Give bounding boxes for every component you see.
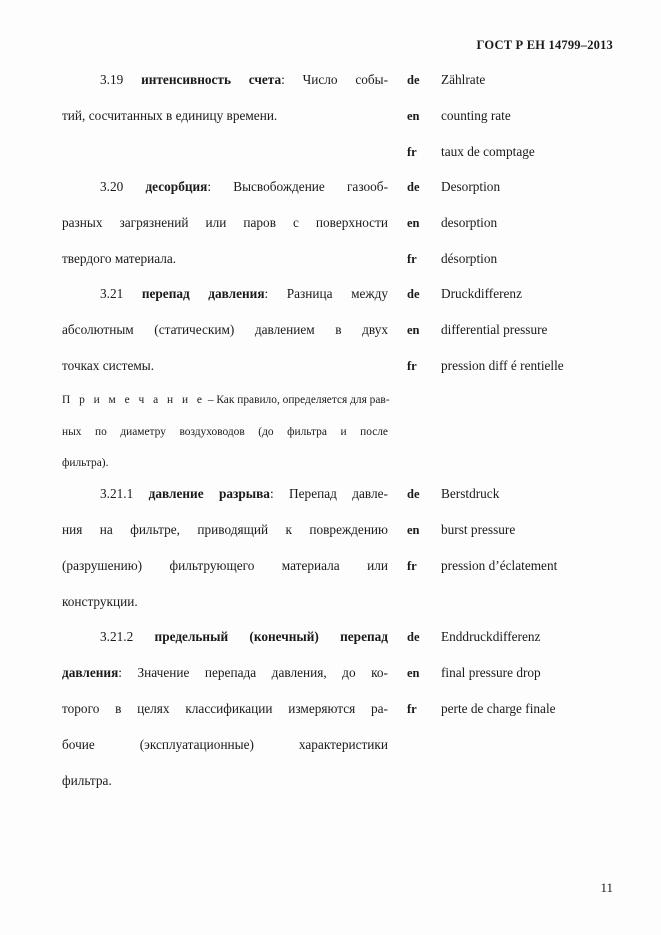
term-translation: perte de charge finale [441,701,556,716]
translation-de [407,286,564,322]
term-translation: desorption [441,215,498,230]
translations [407,486,557,594]
translation-fr [407,701,556,737]
translation-de [407,486,557,522]
lang-code: de [407,180,420,194]
translation-en [407,522,557,558]
translation-de [407,629,556,665]
definition-line [62,629,388,665]
translation-en [407,215,500,251]
translation-fr [407,358,564,394]
lang-code: fr [407,145,417,159]
term-ru: давление разрыва [148,486,270,501]
note [62,392,388,487]
term-ru: десорбция [145,179,208,194]
term-translation: pression diff é rentielle [441,358,564,373]
note-label: П р и м е ч а н и е [62,394,205,406]
definition-line: фильтра. [62,773,112,788]
translations [407,286,564,394]
definition-line: твердого материала. [62,251,177,266]
definition [62,286,388,394]
term-translation: taux de comptage [441,144,535,159]
definition-line: торого в целях классификации измеряются ра- [62,701,388,716]
clause-number: 3.21.2 [100,629,134,644]
lang-code: en [407,323,420,337]
definition-text: : Число собы- [281,72,389,87]
page-number: 11 [600,880,613,895]
translations [407,629,556,737]
lang-code: en [407,109,420,123]
definition-text: : Перепад давле- [269,486,388,501]
term-translation: differential pressure [441,322,548,337]
term-ru: предельный (конечный) перепад [154,629,389,644]
definition-line: бочие (эксплуатационные) характеристики [62,737,388,752]
note-line: фильтра). [62,457,109,469]
definition-line [62,286,388,322]
translation-de [407,72,535,108]
translation-en [407,665,556,701]
lang-code: de [407,630,420,644]
translations [407,179,500,287]
term-ru: интенсивность счета [141,72,282,87]
term-translation: Berstdruck [441,486,500,501]
definition-line: конструкции. [62,594,138,609]
definition-line [62,179,388,215]
clause-number: 3.21 [100,286,124,301]
lang-code: en [407,666,420,680]
definition-line: тий, сосчитанных в единицу времени. [62,108,278,123]
translation-fr [407,251,500,287]
term-translation: pression d’éclatement [441,558,558,573]
lang-code: de [407,287,420,301]
term-translation: Zählrate [441,72,486,87]
lang-code: de [407,73,420,87]
clause-number: 3.20 [100,179,124,194]
clause-number: 3.21.1 [100,486,134,501]
term-ru-continued: давления [62,665,119,680]
term-ru: перепад давления [141,286,265,301]
definition-line: абсолютным (статическим) давлением в двух [62,322,388,337]
translations [407,72,535,180]
translation-en [407,108,535,144]
term-translation: final pressure drop [441,665,541,680]
definition-text: : Значение перепада давления, до ко- [118,665,388,680]
clause-number: 3.19 [100,72,124,87]
translation-fr [407,558,557,594]
definition-line [62,486,388,522]
definition-line: разных загрязнений или паров с поверхности [62,215,388,230]
term-translation: burst pressure [441,522,516,537]
note-text: – Как правило, определяется для рав- [207,394,390,406]
lang-code: fr [407,702,417,716]
definition-line: точках системы. [62,358,155,373]
note-line: ных по диаметру воздуховодов (до фильтра и после [62,425,388,438]
translation-fr [407,144,535,180]
term-translation: Desorption [441,179,501,194]
definition-text: : Высвобождение газооб- [207,179,388,194]
lang-code: en [407,216,420,230]
definition [62,72,388,144]
term-translation: Druckdifferenz [441,286,522,301]
definition [62,486,388,630]
definition-line: (разрушению) фильтрующего материала или [62,558,388,573]
term-translation: Enddruckdifferenz [441,629,541,644]
definition-line [62,665,388,701]
definition-line [62,72,388,108]
term-translation: counting rate [441,108,511,123]
lang-code: fr [407,559,417,573]
term-translation: désorption [441,251,498,266]
translation-de [407,179,500,215]
lang-code: fr [407,359,417,373]
lang-code: en [407,523,420,537]
definition [62,629,388,809]
definition-line: ния на фильтре, приводящий к повреждению [62,522,388,537]
definition-text: : Разница между [264,286,389,301]
definition [62,179,388,287]
translation-en [407,322,564,358]
lang-code: de [407,487,420,501]
note-line [62,392,388,424]
lang-code: fr [407,252,417,266]
document-id: ГОСТ Р ЕН 14799–2013 [476,38,613,52]
